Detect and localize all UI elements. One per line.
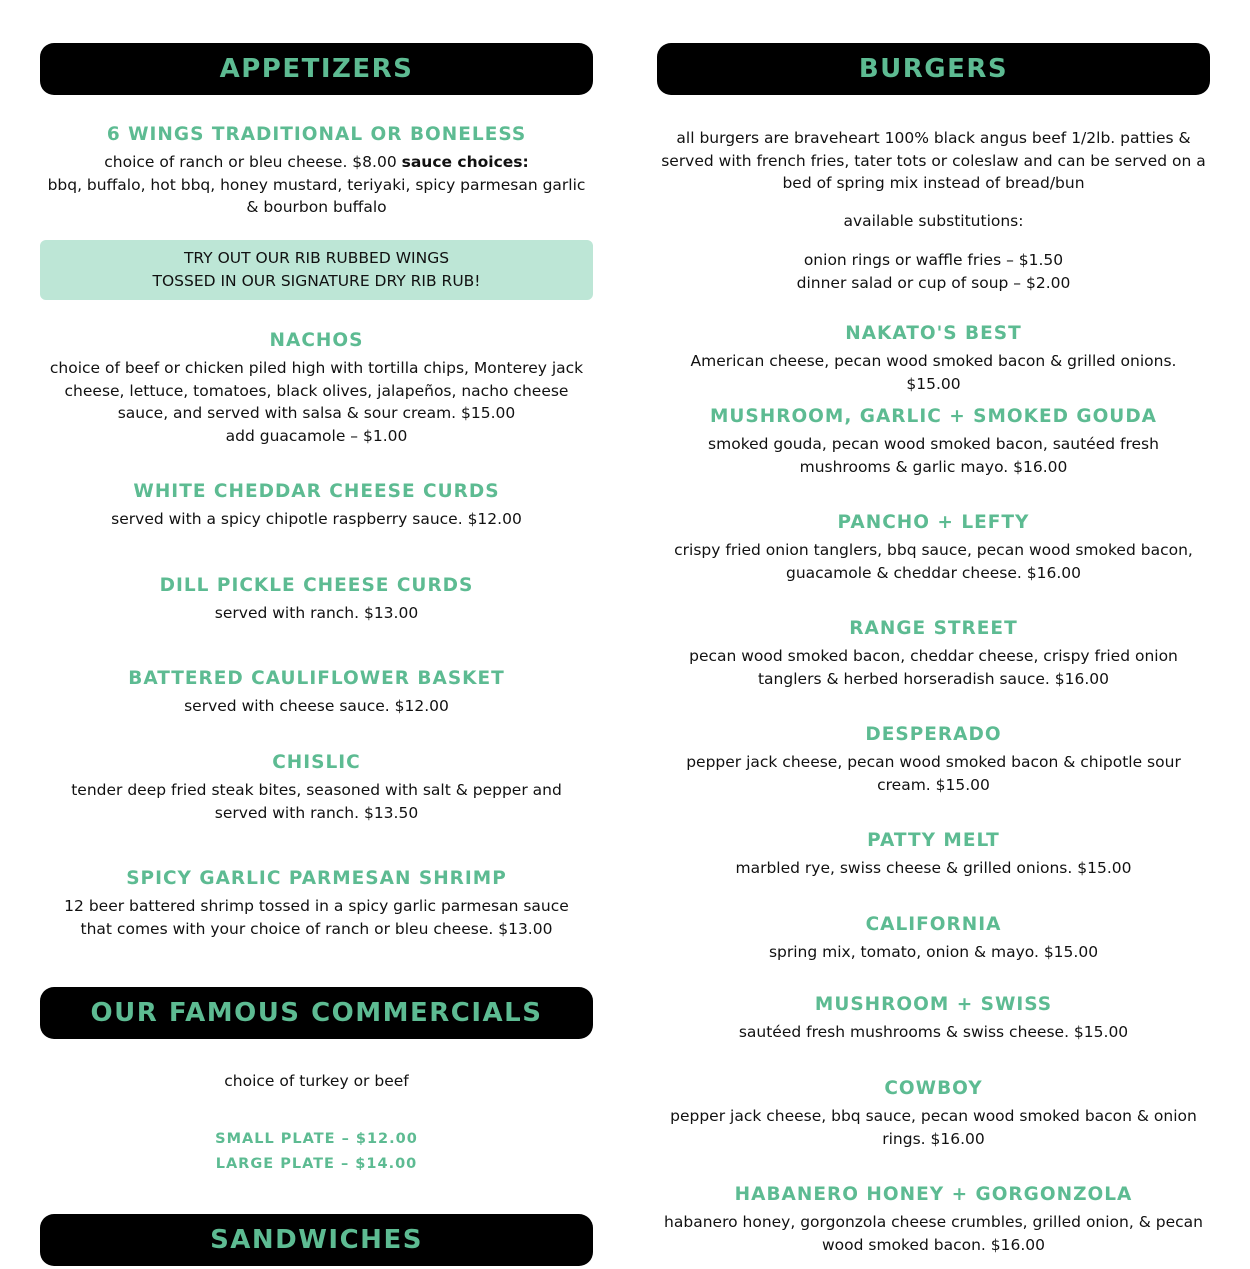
item-desc: pecan wood smoked bacon, cheddar cheese, crispy fried onion tanglers & herbed horseradish sauce. $16.00 <box>689 647 1178 688</box>
item-desc: sautéed fresh mushrooms & swiss cheese. $15.00 <box>738 1023 1129 1041</box>
wings-desc-2: bbq, buffalo, hot bbq, honey mustard, teriyaki, spicy parmesan garlic & bourbon buffalo <box>47 175 586 216</box>
item-desc: pepper jack cheese, pecan wood smoked bacon & chipotle sour cream. $15.00 <box>686 753 1181 794</box>
item-title: MUSHROOM + SWISS <box>814 994 1053 1015</box>
item-desc: served with cheese sauce. $12.00 <box>184 697 449 715</box>
burger-item <box>657 993 1210 1044</box>
item-title: NACHOS <box>269 330 364 351</box>
wings-item <box>40 123 593 219</box>
callout-line-1: TRY OUT OUR RIB RUBBED WINGS <box>183 249 450 267</box>
burger-item <box>657 829 1210 880</box>
burger-item <box>657 322 1210 395</box>
burgers-section <box>657 43 1210 95</box>
item-desc: pepper jack cheese, bbq sauce, pecan wood smoked bacon & onion rings. $16.00 <box>670 1107 1197 1148</box>
commercials-prices <box>40 1127 593 1177</box>
substitution-2: dinner salad or cup of soup – $2.00 <box>796 273 1071 292</box>
callout-box <box>40 240 593 300</box>
item-desc: smoked gouda, pecan wood smoked bacon, sautéed fresh mushrooms & garlic mayo. $16.00 <box>708 435 1159 476</box>
sandwiches-header: SANDWICHES <box>40 1214 593 1266</box>
item-title: WHITE CHEDDAR CHEESE CURDS <box>133 481 500 502</box>
burgers-intro <box>657 127 1210 195</box>
burger-item <box>657 1077 1210 1150</box>
burger-item <box>657 723 1210 796</box>
burger-item <box>657 1183 1210 1256</box>
substitutions-label <box>657 210 1210 233</box>
commercials-section <box>40 987 593 1039</box>
item-title: PANCHO + LEFTY <box>837 512 1030 533</box>
item-desc: spring mix, tomato, onion & mayo. $15.00 <box>768 943 1099 961</box>
burger-item <box>657 405 1210 478</box>
substitutions-list <box>657 249 1210 294</box>
item-desc: served with a spicy chipotle raspberry sauce. $12.00 <box>111 510 522 528</box>
item-desc: marbled rye, swiss cheese & grilled onions. $15.00 <box>735 859 1132 877</box>
burger-item <box>657 913 1210 964</box>
item-title: DESPERADO <box>865 724 1002 745</box>
item-title: DILL PICKLE CHEESE CURDS <box>159 575 474 596</box>
commercials-desc-text: choice of turkey or beef <box>224 1072 409 1090</box>
burger-item <box>657 617 1210 690</box>
small-plate-price: SMALL PLATE – $12.00 <box>215 1131 418 1147</box>
item-desc: choice of beef or chicken piled high with tortilla chips, Monterey jack cheese, lettuce, tomatoes, black olives, jalapeños, nacho cheese sauce, and served with salsa & sour cream. $15.00 <box>49 359 584 422</box>
item-desc: 12 beer battered shrimp tossed in a spicy garlic parmesan sauce that comes with your choice of ranch or bleu cheese. $13.00 <box>64 897 569 938</box>
item-title: CHISLIC <box>272 752 361 773</box>
burger-item <box>657 511 1210 584</box>
item-desc: tender deep fried steak bites, seasoned with salt & pepper and served with ranch. $13.50 <box>71 781 562 822</box>
dill-pickle-item <box>40 574 593 625</box>
item-title: RANGE STREET <box>849 618 1018 639</box>
item-desc: habanero honey, gorgonzola cheese crumbles, grilled onion, & pecan wood smoked bacon. $16.00 <box>664 1213 1203 1254</box>
burgers-intro-text: all burgers are braveheart 100% black angus beef 1/2lb. patties & served with french fries, tater tots or coleslaw and can be served on a bed of spring mix instead of bread/bun <box>661 129 1206 192</box>
white-cheddar-item <box>40 480 593 531</box>
item-title: CALIFORNIA <box>865 914 1002 935</box>
wings-desc-1: choice of ranch or bleu cheese. $8.00 <box>104 153 402 171</box>
sandwiches-section <box>40 1214 593 1266</box>
wings-desc <box>40 151 593 219</box>
callout-line-2: TOSSED IN OUR SIGNATURE DRY RIB RUB! <box>152 272 481 290</box>
item-desc: crispy fried onion tanglers, bbq sauce, pecan wood smoked bacon, guacamole & cheddar cheese. $16.00 <box>674 541 1193 582</box>
item-title: PATTY MELT <box>867 830 1000 851</box>
appetizers-header: APPETIZERS <box>40 43 593 95</box>
item-title: MUSHROOM, GARLIC + SMOKED GOUDA <box>709 406 1158 427</box>
nachos-item <box>40 329 593 447</box>
substitutions-label-text: available substitutions: <box>843 212 1024 230</box>
shrimp-item <box>40 867 593 940</box>
substitution-1: onion rings or waffle fries – $1.50 <box>803 251 1064 269</box>
chislic-item <box>40 751 593 824</box>
cauliflower-item <box>40 667 593 718</box>
commercials-desc <box>40 1070 593 1093</box>
commercials-header: OUR FAMOUS COMMERCIALS <box>40 987 593 1039</box>
item-title: SPICY GARLIC PARMESAN SHRIMP <box>126 868 507 889</box>
item-title: HABANERO HONEY + GORGONZOLA <box>734 1184 1133 1205</box>
item-title: BATTERED CAULIFLOWER BASKET <box>128 668 505 689</box>
item-desc: American cheese, pecan wood smoked bacon & grilled onions. $15.00 <box>690 352 1177 393</box>
appetizers-section <box>40 43 593 95</box>
nachos-extra: add guacamole – $1.00 <box>225 426 408 445</box>
large-plate-price: LARGE PLATE – $14.00 <box>215 1156 418 1172</box>
item-title: NAKATO'S BEST <box>845 323 1022 344</box>
wings-desc-bold: sauce choices: <box>401 153 529 171</box>
item-desc: served with ranch. $13.00 <box>214 604 419 622</box>
item-title: COWBOY <box>884 1078 983 1099</box>
wings-title: 6 WINGS TRADITIONAL OR BONELESS <box>106 124 527 145</box>
burgers-header: BURGERS <box>657 43 1210 95</box>
